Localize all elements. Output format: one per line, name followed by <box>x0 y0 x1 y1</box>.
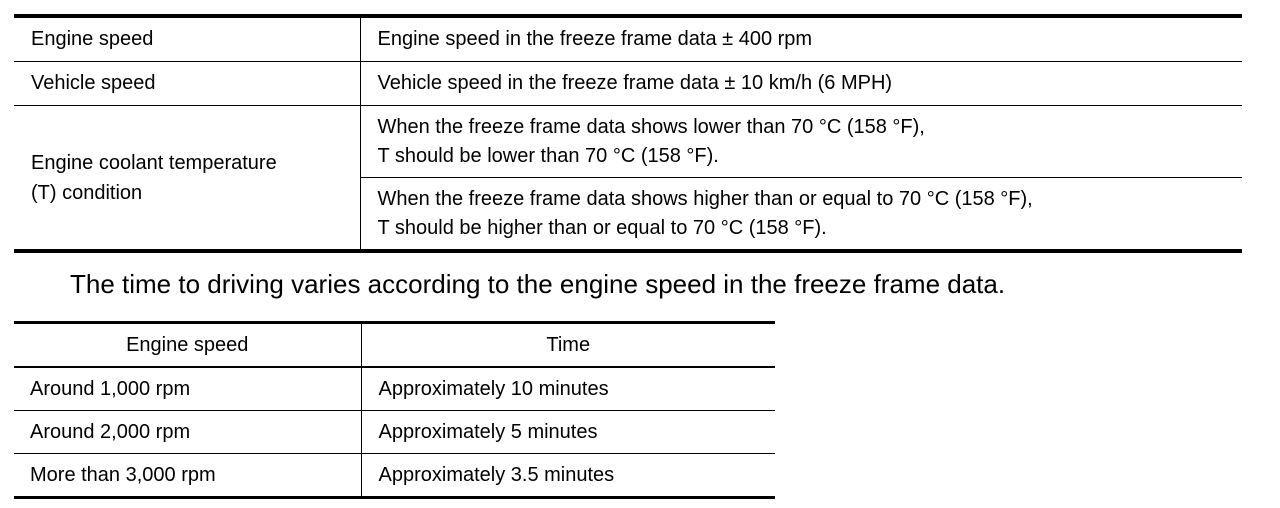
freeze-frame-condition-table <box>14 14 1242 253</box>
condition-cell <box>360 106 1242 178</box>
column-header-engine-speed: Engine speed <box>14 323 361 368</box>
engine-speed-cell: Around 1,000 rpm <box>14 367 361 411</box>
table-row <box>14 106 1242 178</box>
parameter-line: Engine coolant temperature <box>31 151 277 174</box>
engine-speed-cell: More than 3,000 rpm <box>14 454 361 498</box>
condition-cell: Engine speed in the freeze frame data ± 400 rpm <box>377 28 813 50</box>
parameter-cell: Engine speed <box>14 16 360 62</box>
driving-time-table <box>14 321 775 499</box>
condition-line: T should be higher than or equal to 70 °C (158 °F). <box>377 216 827 239</box>
driving-time-note: The time to driving varies according to the engine speed in the freeze frame data. <box>70 269 1006 299</box>
condition-cell <box>360 178 1242 252</box>
table-row <box>14 411 775 454</box>
time-cell: Approximately 3.5 minutes <box>361 454 775 498</box>
table-row <box>14 62 1242 106</box>
parameter-cell <box>14 106 360 252</box>
engine-speed-cell: Around 2,000 rpm <box>14 411 361 454</box>
table-header-row <box>14 323 775 368</box>
parameter-cell: Vehicle speed <box>14 62 360 106</box>
table-row <box>14 454 775 498</box>
parameter-line: (T) condition <box>31 181 143 204</box>
column-header-time: Time <box>361 323 775 368</box>
table-row <box>14 367 775 411</box>
table-row <box>14 16 1242 62</box>
time-cell: Approximately 10 minutes <box>378 377 609 400</box>
time-cell: Approximately 5 minutes <box>361 411 775 454</box>
condition-line: T should be lower than 70 °C (158 °F). <box>377 144 719 167</box>
condition-line: When the freeze frame data shows lower than 70 °C (158 °F), <box>377 115 925 138</box>
condition-line: When the freeze frame data shows higher than or equal to 70 °C (158 °F), <box>377 187 1033 210</box>
condition-cell: Vehicle speed in the freeze frame data ± 10 km/h (6 MPH) <box>360 62 1242 106</box>
